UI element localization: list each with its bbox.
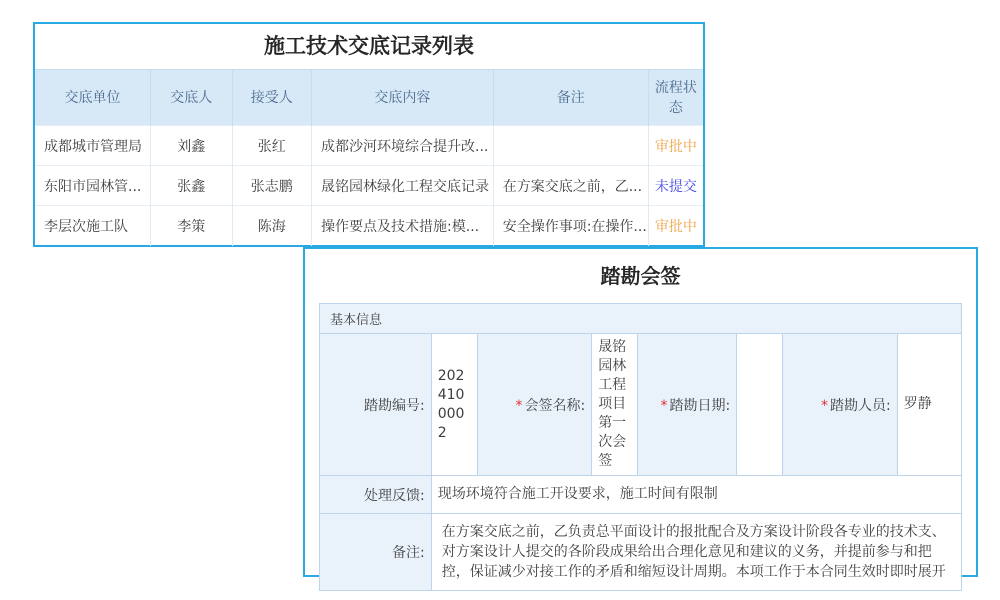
required-asterisk: * (515, 397, 523, 414)
cell-receiver: 陈海 (232, 206, 311, 246)
survey-person-value: 罗静 (897, 334, 961, 476)
column-header-content: 交底内容 (312, 70, 494, 126)
cell-discloser: 刘鑫 (151, 126, 232, 166)
cell-receiver: 张红 (232, 126, 311, 166)
survey-countersign-panel (303, 247, 978, 580)
label-text: 踏勘编号: (363, 397, 425, 414)
remark-label (320, 514, 432, 591)
status-badge: 审批中 (648, 206, 703, 246)
disclosure-list-panel (33, 22, 705, 247)
cell-unit: 成都城市管理局 (35, 126, 151, 166)
label-text: 会签名称: (524, 397, 586, 414)
column-header-remark: 备注 (493, 70, 648, 126)
survey-no-value: 2024100002 (431, 334, 477, 476)
countersign-name-label (477, 334, 591, 476)
required-asterisk: * (821, 397, 829, 414)
cell-content: 操作要点及技术措施:模... (312, 206, 494, 246)
cell-receiver: 张志鹏 (232, 166, 311, 206)
column-header-unit: 交底单位 (35, 70, 151, 126)
cell-remark: 在方案交底之前，乙... (493, 166, 648, 206)
survey-no-label (320, 334, 432, 476)
section-header-basic-info: 基本信息 (320, 304, 962, 334)
column-header-receiver: 接受人 (232, 70, 311, 126)
label-text: 踏勘人员: (830, 397, 891, 414)
cell-discloser: 李策 (151, 206, 232, 246)
cell-content: 成都沙河环境综合提升改... (312, 126, 494, 166)
feedback-row (320, 476, 962, 514)
label-text: 备注: (391, 545, 425, 561)
feedback-value: 现场环境符合施工开设要求，施工时间有限制 (431, 476, 961, 514)
survey-date-label (638, 334, 737, 476)
disclosure-list-title: 施工技术交底记录列表 (264, 34, 474, 58)
survey-countersign-title: 踏勘会签 (600, 264, 681, 288)
table-header-row (35, 70, 703, 126)
feedback-label (320, 476, 432, 514)
table-row[interactable] (35, 206, 703, 246)
disclosure-table (35, 69, 703, 246)
required-asterisk: * (660, 397, 668, 414)
column-header-status: 流程状态 (648, 70, 703, 126)
remark-value: 在方案交底之前，乙负责总平面设计的报批配合及方案设计阶段各专业的技术支、对方案设计人提交的各阶段成果给出合理化意见和建议的义务，并提前参与和把控，保证减少对接工作的矛盾和缩短设计周期。本项工作于本合同生效时即时展开 (431, 514, 961, 591)
label-text: 踏勘日期: (669, 397, 731, 414)
form-fields-row (320, 334, 962, 476)
cell-content: 晟铭园林绿化工程交底记录 (312, 166, 494, 206)
label-text: 处理反馈: (363, 487, 425, 504)
cell-remark: 安全操作事项:在操作... (493, 206, 648, 246)
countersign-name-value: 晟铭园林工程项目第一次会签 (592, 334, 638, 476)
status-badge: 未提交 (648, 166, 703, 206)
section-header-row (320, 304, 962, 334)
table-row[interactable] (35, 126, 703, 166)
survey-person-label (783, 334, 897, 476)
cell-discloser: 张鑫 (151, 166, 232, 206)
cell-unit: 东阳市园林管... (35, 166, 151, 206)
remark-row (320, 514, 962, 591)
survey-countersign-form (319, 303, 962, 591)
status-badge: 审批中 (648, 126, 703, 166)
cell-remark (493, 126, 648, 166)
column-header-discloser: 交底人 (151, 70, 232, 126)
table-row[interactable] (35, 166, 703, 206)
survey-date-value (737, 334, 783, 476)
cell-unit: 李层次施工队 (35, 206, 151, 246)
